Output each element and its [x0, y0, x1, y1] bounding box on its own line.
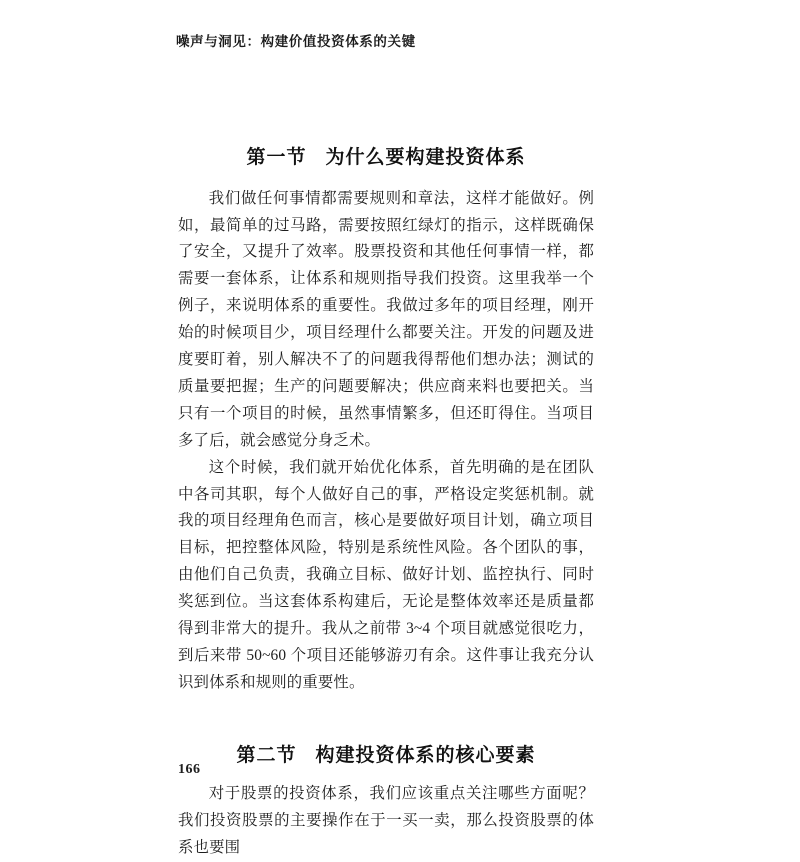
section-number-1: 第一节 [246, 147, 307, 168]
paragraph: 我们做任何事情都需要规则和章法，这样才能做好。例如，最简单的过马路，需要按照红绿灯的指示，这样既确保了安全，又提升了效率。股票投资和其他任何事情一样，都需要一套体系，让体系和规则指导我们投资。这里我举一个例子，来说明体系的重要性。我做过多年的项目经理，刚开始的时候项目少，项目经理什么都要关注。开发的问题及进度要盯着，别人解决不了的问题我得帮他们想办法；测试的质量要把握；生产的问题要解决；供应商来料也要把关。当只有一个项目的时候，虽然事情繁多，但还盯得住。当项目多了后，就会感觉分身乏术。 [178, 189, 594, 449]
paragraph: 这个时候，我们就开始优化体系，首先明确的是在团队中各司其职，每个人做好自己的事，严格设定奖惩机制。就我的项目经理角色而言，核心是要做好项目计划，确立项目目标，把控整体风险，特别是系统性风险。各个团队的事，由他们自己负责，我确立目标、做好计划、监控执行、同时奖惩到位。当这套体系构建后，无论是整体效率还是质量都得到非常大的提升。我从之前带 3~4 个项目就感觉很吃力，到后来带 50~60 个项目还能够游刃有余。这件事让我充分认识到体系和规则的重要性。 [178, 458, 594, 691]
paragraph: 对于股票的投资体系，我们应该重点关注哪些方面呢？我们投资股票的主要操作在于一买一卖，那么投资股票的体系也要围 [178, 785, 594, 857]
page-number: 166 [178, 762, 201, 777]
running-head: 噪声与洞见：构建价值投资体系的关键 [176, 34, 416, 49]
section-title-1: 为什么要构建投资体系 [325, 147, 526, 168]
section-heading-2 [178, 743, 594, 770]
section-title-2: 构建投资体系的核心要素 [315, 744, 536, 766]
section-number-2: 第二节 [236, 744, 297, 766]
text-column [178, 145, 594, 862]
section-heading-1 [178, 145, 594, 172]
